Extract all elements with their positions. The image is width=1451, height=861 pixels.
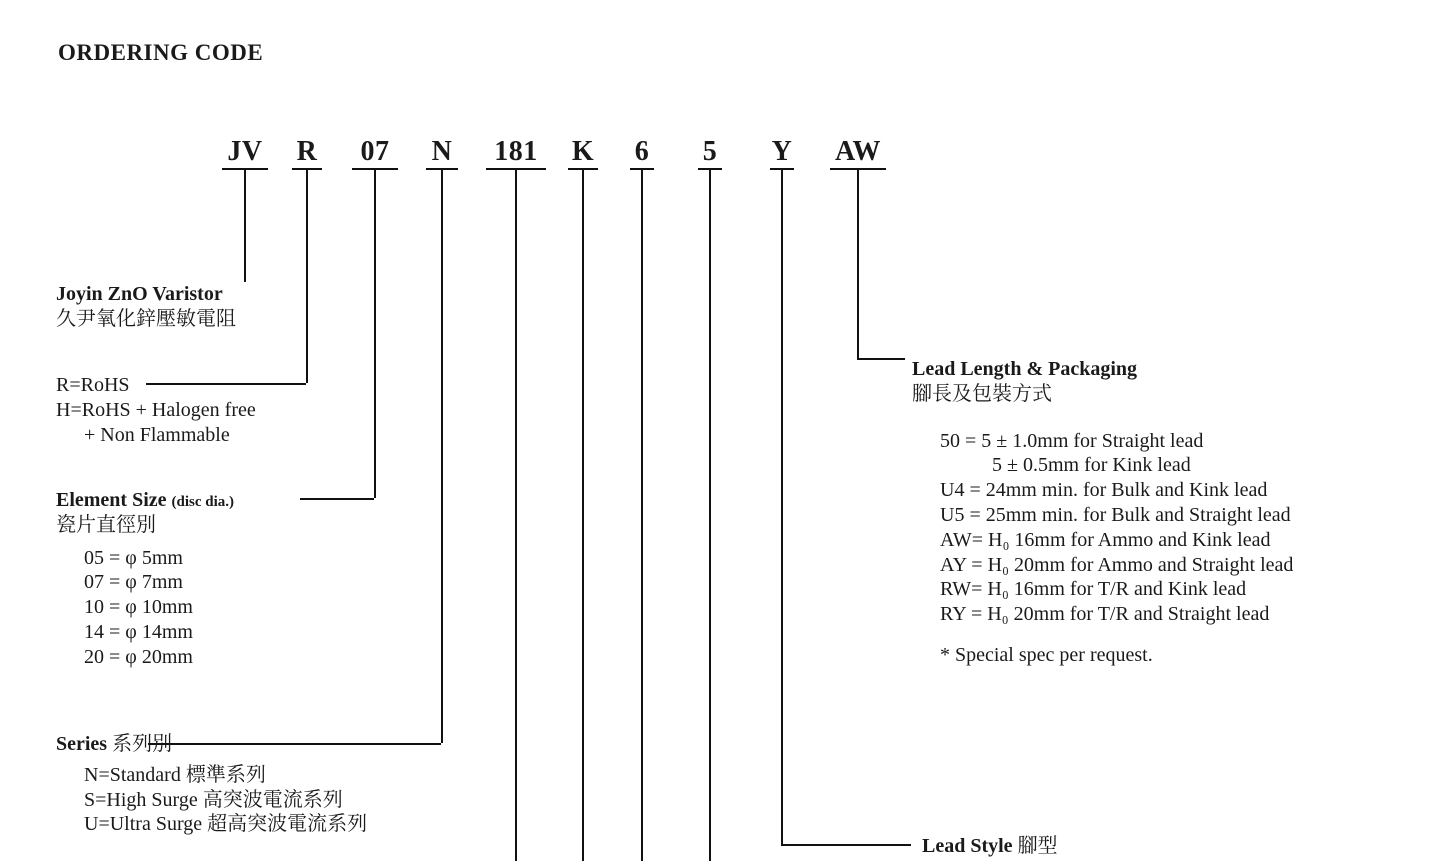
leader-line-k bbox=[582, 168, 584, 861]
lead-length-block bbox=[912, 357, 1293, 668]
lead-style-heading bbox=[922, 834, 1058, 859]
series-item-2: S=High Surge 高突波電流系列 bbox=[84, 788, 343, 811]
lead-length-item-3: U4 = 24mm min. for Bulk and Kink lead bbox=[940, 479, 1268, 502]
leader-line-5 bbox=[709, 168, 711, 861]
rohs-line-2: H=RoHS + Halogen free bbox=[56, 398, 256, 421]
leader-line-r-vert bbox=[306, 168, 308, 383]
code-token-aw: AW bbox=[834, 136, 882, 167]
element-size-item-4: 14 = φ 14mm bbox=[84, 620, 193, 643]
series-item-1: N=Standard 標準系列 bbox=[84, 763, 266, 786]
code-token-5: 5 bbox=[702, 136, 718, 167]
rohs-line-1: R=RoHS bbox=[56, 374, 130, 396]
code-token-n: N bbox=[431, 136, 453, 167]
code-token-07: 07 bbox=[360, 136, 390, 167]
element-size-heading-note: (disc dia.) bbox=[171, 494, 235, 510]
element-size-item-1: 05 = φ 5mm bbox=[84, 546, 183, 569]
lead-length-item-1: 50 = 5 ± 1.0mm for Straight lead bbox=[940, 429, 1204, 452]
lead-length-item-6: AY = H₀ 20mm for Ammo and Straight lead bbox=[940, 553, 1294, 576]
lead-length-item-2: 5 ± 0.5mm for Kink lead bbox=[992, 454, 1191, 477]
lead-style-heading-text: Lead Style bbox=[922, 835, 1013, 857]
joyin-block bbox=[56, 282, 236, 332]
lead-length-item-7: RW= H₀ 16mm for T/R and Kink lead bbox=[940, 578, 1247, 601]
lead-length-item-4: U5 = 25mm min. for Bulk and Straight lead bbox=[940, 503, 1291, 526]
joyin-heading: Joyin ZnO Varistor bbox=[56, 283, 223, 305]
series-item-3: U=Ultra Surge 超高突波電流系列 bbox=[84, 813, 368, 836]
element-size-item-2: 07 = φ 7mm bbox=[84, 571, 183, 594]
code-token-6: 6 bbox=[634, 136, 650, 167]
series-heading-text: Series bbox=[56, 733, 108, 755]
lead-length-heading: Lead Length & Packaging bbox=[912, 358, 1138, 380]
rohs-block bbox=[56, 373, 256, 447]
series-heading-cjk: 系列別 bbox=[112, 733, 173, 755]
element-size-item-5: 20 = φ 20mm bbox=[84, 645, 193, 668]
leader-line-aw-horz bbox=[857, 358, 905, 360]
lead-style-heading-cjk: 腳型 bbox=[1017, 835, 1058, 857]
leader-line-07-horz bbox=[300, 498, 374, 500]
lead-length-note: * Special spec per request. bbox=[940, 643, 1153, 666]
lead-length-item-8: RY = H₀ 20mm for T/R and Straight lead bbox=[940, 603, 1270, 626]
leader-line-6 bbox=[641, 168, 643, 861]
leader-line-181 bbox=[515, 168, 517, 861]
rohs-line-3: + Non Flammable bbox=[84, 423, 230, 446]
element-size-cjk: 瓷片直徑別 bbox=[56, 513, 156, 536]
leader-line-y-horz bbox=[781, 844, 911, 846]
code-token-jv: JV bbox=[227, 136, 263, 167]
code-token-y: Y bbox=[771, 136, 793, 167]
element-size-heading-text: Element Size bbox=[56, 489, 167, 511]
element-size-block bbox=[56, 488, 234, 670]
leader-line-07-vert bbox=[374, 168, 376, 498]
page-title: ORDERING CODE bbox=[58, 40, 264, 65]
lead-length-cjk: 腳長及包裝方式 bbox=[912, 382, 1052, 405]
leader-line-aw-vert bbox=[857, 168, 859, 358]
leader-line-n-vert bbox=[441, 168, 443, 743]
lead-length-item-5: AW= H₀ 16mm for Ammo and Kink lead bbox=[940, 528, 1271, 551]
element-size-heading bbox=[56, 488, 234, 513]
code-token-k: K bbox=[571, 136, 595, 167]
joyin-heading-cjk: 久尹氧化鋅壓敏電阻 bbox=[56, 307, 236, 330]
code-token-r: R bbox=[296, 136, 318, 167]
leader-line-y-vert bbox=[781, 168, 783, 844]
leader-line-jv bbox=[244, 168, 246, 282]
series-block bbox=[56, 732, 367, 837]
element-size-item-3: 10 = φ 10mm bbox=[84, 596, 193, 619]
lead-style-block bbox=[922, 834, 1058, 859]
code-token-181: 181 bbox=[494, 136, 538, 167]
series-heading bbox=[56, 732, 367, 757]
